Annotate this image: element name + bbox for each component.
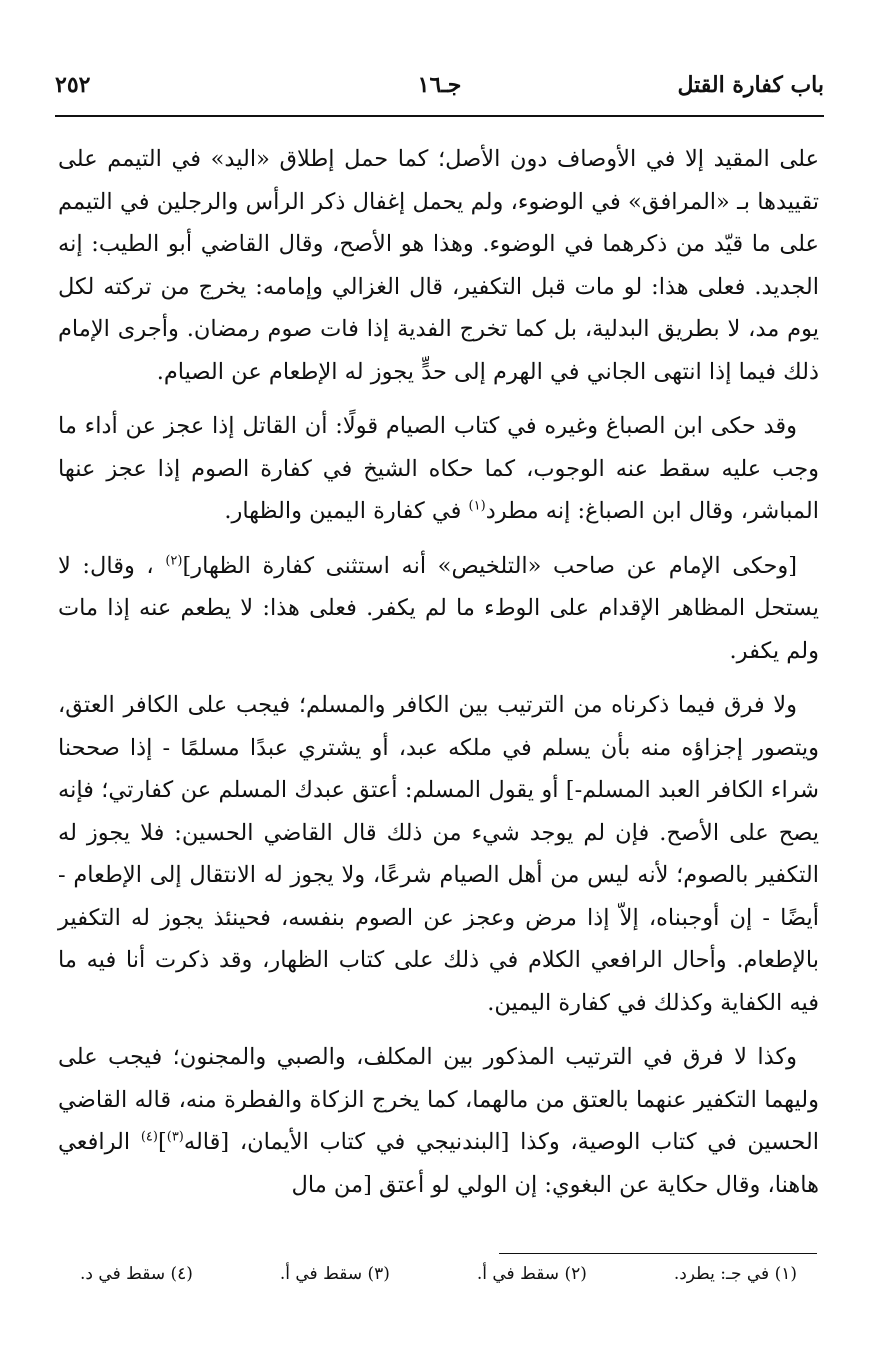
header-divider — [55, 115, 824, 117]
paragraph: وكذا لا فرق في الترتيب المذكور بين المكلف، والصبي والمجنون؛ فيجب على وليهما التكفير عنهما بالعتق من مالهما، كما يخرج الزكاة والفطرة منه، قاله القاضي الحسين في كتاب الوصية، وكذا [البندنيجي في كتاب الأيمان، [قاله$^{(٣)}$]$^{(٤)}$ الرافعي هاهنا، وقال حكاية عن البغوي: إن الولي لو أعتق [من مال — [58, 1044, 820, 1198]
running-header — [55, 72, 824, 112]
footnote-ref: (٤) — [140, 1129, 158, 1145]
chapter-title: باب كفارة القتل — [677, 72, 824, 98]
footnote-item: (١) في جـ: يطرد. — [673, 1264, 797, 1284]
page-number: ٢٥٢ — [55, 72, 91, 98]
footnote-ref: (٢) — [165, 553, 183, 568]
paragraph: [وحكى الإمام عن صاحب «التلخيص» أنه استثنى كفارة الظهار]$^{(٢)}$ ، وقال: لا يستحل المظاهر الإقدام على الوطء ما لم يكفر. فعلى هذا: لا يطعم عنه إذا مات ولم يكفر. — [58, 552, 819, 664]
paragraph: وقد حكى ابن الصباغ وغيره في كتاب الصيام قولًا: أن القاتل إذا عجز عن أداء ما وجب عليه سقط عنه الوجوب، كما حكاه الشيخ في كفارة الصوم إذا عجز عنها المباشر، وقال ابن الصباغ: إنه مطرد$^{(١)}$ في كفارة اليمين والظهار. — [58, 413, 819, 524]
footnote-divider — [499, 1253, 817, 1254]
footnote-item: (٢) سقط في أ. — [476, 1264, 587, 1284]
footnote-item: (٣) سقط في أ. — [279, 1264, 390, 1284]
main-text — [58, 138, 819, 1218]
volume-number: جـ١٦ — [417, 72, 462, 98]
footnotes — [80, 1264, 797, 1284]
paragraph: ولا فرق فيما ذكرناه من الترتيب بين الكافر والمسلم؛ فيجب على الكافر العتق، ويتصور إجزاؤه منه بأن يسلم في ملكه عبد، أو يشتري عبدًا مسلمًا - إذا صححنا شراء الكافر العبد المسلم-] أو يقول المسلم: أعتق عبدك المسلم عن كفارتي؛ فإنه يصح على الأصح. فإن لم يوجد شيء من ذلك قال القاضي الحسين: فلا يجوز له التكفير بالصوم؛ لأنه ليس من أهل الصيام شرعًا، ولا يجوز له الانتقال إلى الإطعام - أيضًا - إن أوجبناه، إلاّ إذا مرض وعجز عن الصوم بنفسه، فحينئذ يجوز له التكفير بالإطعام. وأحال الرافعي الكلام في ذلك على كتاب الظهار، وقد ذكرت أنا فيه ما فيه الكفاية وكذلك في كفارة اليمين. — [58, 692, 819, 1016]
footnote-item: (٤) سقط في د. — [80, 1264, 193, 1284]
footnote-ref: (١) — [468, 498, 486, 514]
paragraph: على المقيد إلا في الأوصاف دون الأصل؛ كما حمل إطلاق «اليد» في التيمم على تقييدها بـ «المرافق» في الوضوء، ولم يحمل إغفال ذكر الرأس والرجلين في التيمم على ما قيّد من ذكرهما في الوضوء. وهذا هو الأصح، وقال القاضي أبو الطيب: إنه الجديد. فعلى هذا: لو مات قبل التكفير، قال الغزالي وإمامه: يخرج من تركته لكل يوم مد، لا بطريق البدلية، بل كما تخرج الفدية إذا فات صوم رمضان. وأجرى الإمام ذلك فيما إذا انتهى الجاني في الهرم إلى حدٍّ يجوز له الإطعام عن الصيام. — [58, 146, 819, 385]
footnote-ref: (٣) — [166, 1129, 184, 1145]
